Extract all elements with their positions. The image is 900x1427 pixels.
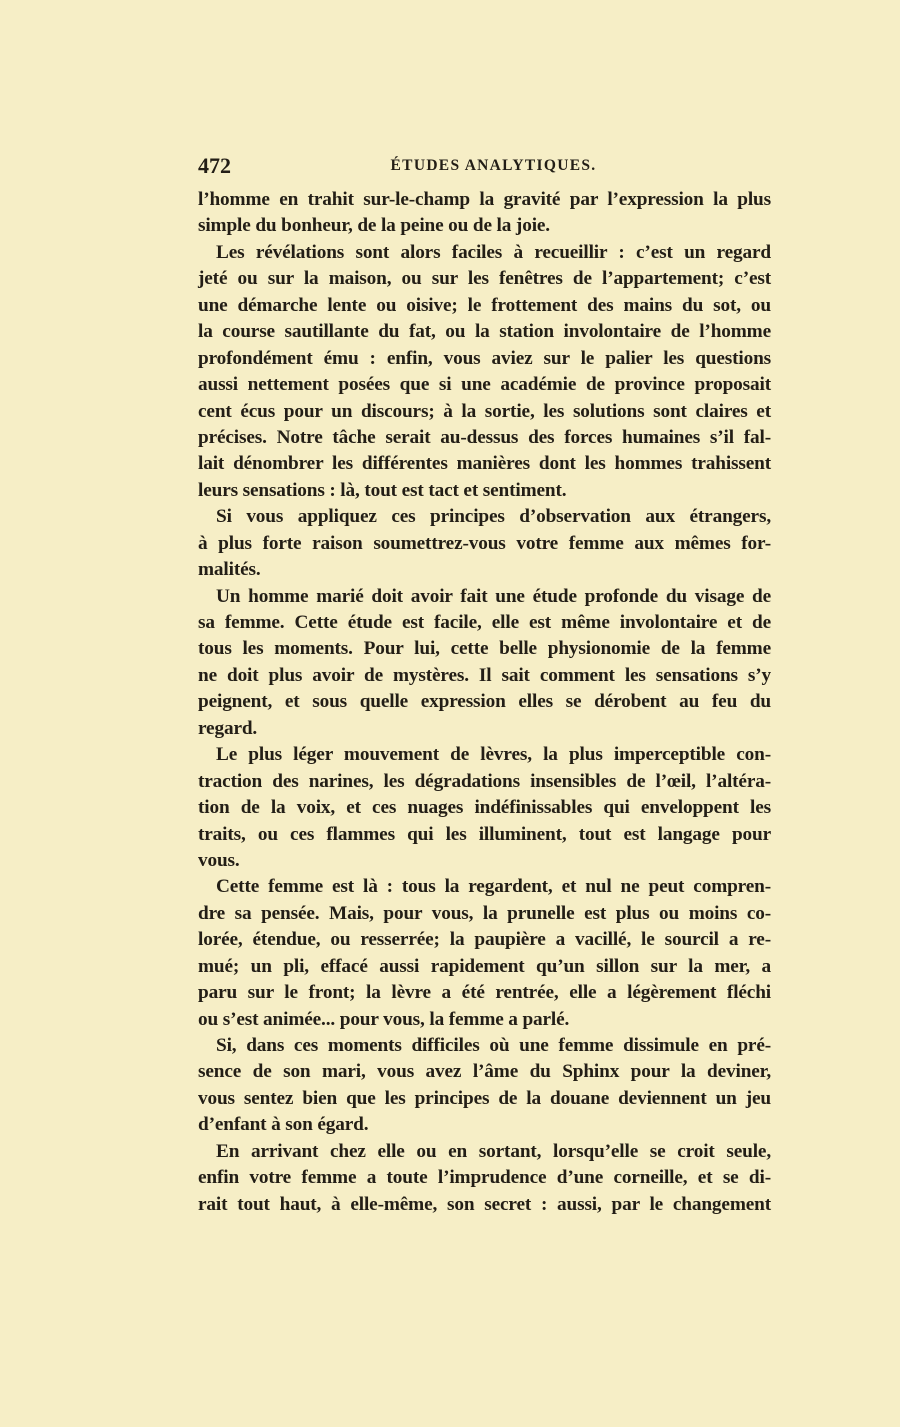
text-line: à plus forte raison soumettrez-vous votre femme aux mêmes for- — [198, 532, 771, 554]
text-line: la course sautillante du fat, ou la station involontaire de l’homme — [198, 321, 771, 343]
text-line: vous. — [198, 849, 240, 871]
paragraph — [198, 504, 771, 583]
text-line: sence de son mari, vous avez l’âme du Sphinx pour la deviner, — [198, 1061, 771, 1083]
text-line: Le plus léger mouvement de lèvres, la plus imperceptible con- — [216, 744, 771, 766]
paragraph — [198, 1033, 771, 1139]
text-line: traction des narines, les dégradations insensibles de l’œil, l’altéra- — [198, 770, 771, 792]
text-line: l’homme en trahit sur-le-champ la gravité par l’expression la plus — [198, 189, 771, 210]
text-line: Si, dans ces moments difficiles où une femme dissimule en pré- — [216, 1035, 771, 1056]
text-line: peignent, et sous quelle expression elles se dérobent au feu du — [198, 691, 771, 713]
text-line: malités. — [198, 559, 261, 581]
page-number: 472 — [198, 153, 231, 178]
text-line: regard. — [198, 717, 258, 739]
text-line: aussi nettement posées que si une académie de province proposait — [198, 374, 771, 396]
paragraph — [198, 1139, 771, 1218]
paragraph — [198, 874, 771, 1033]
text-line: profondément ému : enfin, vous aviez sur le palier les questions — [198, 347, 771, 369]
text-line: Un homme marié doit avoir fait une étude profonde du visage de — [216, 585, 771, 607]
text-line: d’enfant à son égard. — [198, 1114, 369, 1136]
text-line: simple du bonheur, de la peine ou de la joie. — [198, 215, 550, 237]
paragraph — [198, 187, 771, 240]
text-line: tous les moments. Pour lui, cette belle physionomie de la femme — [198, 638, 771, 660]
text-line: paru sur le front; la lèvre a été rentrée, elle a légèrement fléchi — [198, 982, 771, 1004]
text-line: enfin votre femme a toute l’imprudence d’une corneille, et se di- — [198, 1167, 771, 1189]
text-line: rait tout haut, à elle-même, son secret : aussi, par le changement — [198, 1193, 771, 1215]
running-title: ÉTUDES ANALYTIQUES. — [390, 157, 597, 174]
text-line: ne doit plus avoir de mystères. Il sait comment les sensations s’y — [198, 664, 771, 686]
text-line: lorée, étendue, ou resserrée; la paupière a vacillé, le sourcil a re- — [198, 929, 771, 951]
body-text — [198, 187, 771, 1218]
text-line: vous sentez bien que les principes de la douane deviennent un jeu — [198, 1087, 771, 1109]
text-line: jeté ou sur la maison, ou sur les fenêtres de l’appartement; c’est — [198, 268, 771, 290]
text-line: dre sa pensée. Mais, pour vous, la prunelle est plus ou moins co- — [198, 902, 771, 924]
text-line: Si vous appliquez ces principes d’observation aux étrangers, — [216, 506, 771, 528]
text-line: mué; un pli, effacé aussi rapidement qu’un sillon sur la mer, a — [198, 955, 771, 977]
page-header — [198, 153, 771, 181]
text-line: cent écus pour un discours; à la sortie, les solutions sont claires et — [198, 400, 771, 422]
text-line: précises. Notre tâche serait au-dessus des forces humaines s’il fal- — [198, 426, 771, 448]
text-line: lait dénombrer les différentes manières dont les hommes trahissent — [198, 453, 771, 475]
paragraph — [198, 240, 771, 504]
paragraph — [198, 742, 771, 874]
text-line: traits, ou ces flammes qui les illuminent, tout est langage pour — [198, 823, 771, 845]
text-line: tion de la voix, et ces nuages indéfinissables qui enveloppent les — [198, 797, 771, 819]
text-line: Les révélations sont alors faciles à recueillir : c’est un regard — [216, 241, 771, 263]
text-line: sa femme. Cette étude est facile, elle est même involontaire et de — [198, 612, 771, 633]
text-line: En arrivant chez elle ou en sortant, lorsqu’elle se croit seule, — [216, 1140, 771, 1162]
text-line: leurs sensations : là, tout est tact et sentiment. — [198, 479, 567, 501]
paragraph — [198, 584, 771, 743]
text-line: Cette femme est là : tous la regardent, et nul ne peut compren- — [216, 876, 771, 898]
text-line: une démarche lente ou oisive; le frottement des mains du sot, ou — [198, 294, 771, 316]
text-line: ou s’est animée... pour vous, la femme a parlé. — [198, 1008, 570, 1030]
